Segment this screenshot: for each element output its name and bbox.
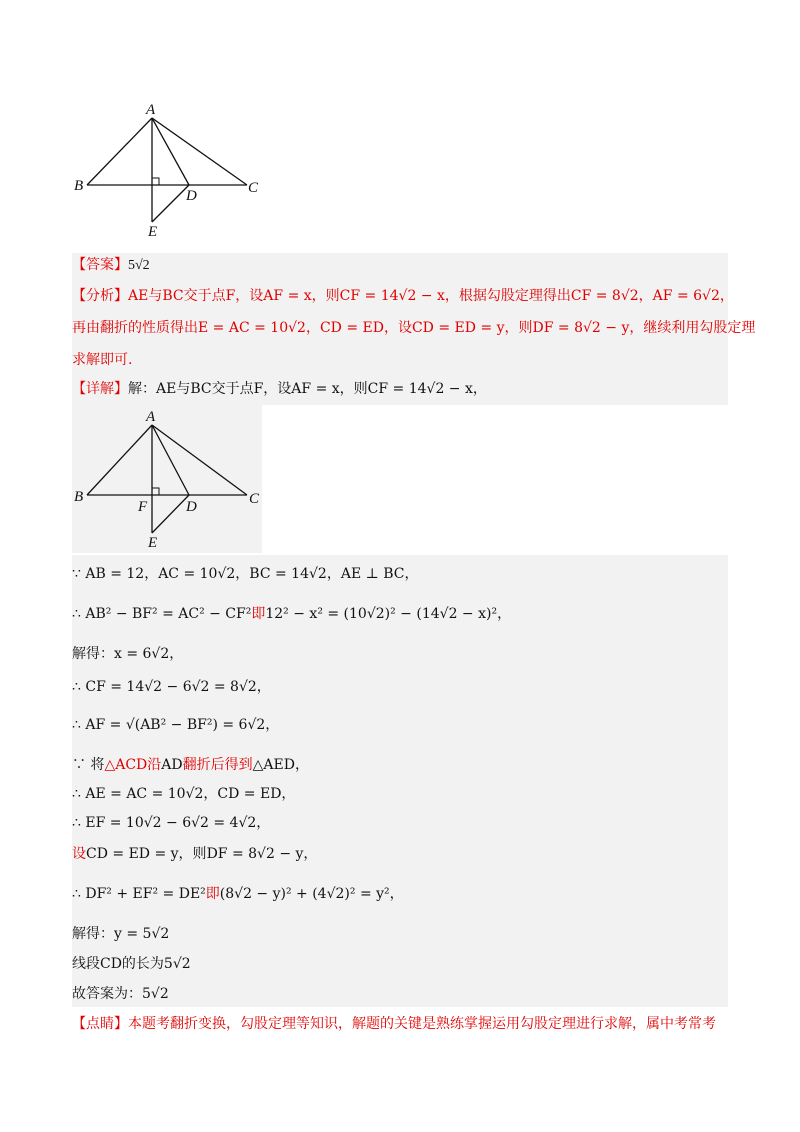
answer-tag: 【答案】 — [72, 257, 128, 273]
step-6-c: 沿 — [147, 757, 162, 773]
detail-text-1: 解：AE与BC交于点F，设AF = x，则CF = 14√2 − x， — [128, 381, 487, 397]
label-e: E — [148, 224, 158, 240]
detail-tag: 【详解】 — [72, 381, 128, 397]
step-10-conjunction: 即 — [205, 886, 220, 902]
label-a: A — [146, 102, 156, 118]
step-7: ∴ AE = AC = 10√2，CD = ED， — [72, 786, 296, 802]
step-6-f: △AED， — [252, 757, 309, 773]
analysis-text-1: AE与BC交于点F，设AF = x，则CF = 14√2 − x，根据勾股定理得出CF = 8√2，AF = 6√2， — [128, 288, 734, 304]
step-12: 线段CD的长为5√2 — [72, 956, 191, 972]
label-f-2: F — [138, 499, 148, 515]
step-2-right: 12² − x² = (10√2)² − (14√2 − x)²， — [265, 606, 512, 622]
step-6-e: 翻折后得到 — [182, 757, 253, 773]
label-c: C — [248, 180, 259, 196]
step-10 — [72, 884, 404, 904]
step-6-a: ∵ 将 — [72, 757, 105, 773]
comment-text: 本题考翻折变换，勾股定理等知识，解题的关键是熟练掌握运用勾股定理进行求解，属中考常考 — [128, 1016, 716, 1032]
label-d: D — [186, 188, 197, 204]
step-9-c: DF = 8√2 − y， — [206, 846, 318, 862]
label-d-2: D — [186, 499, 197, 515]
step-6-d: AD — [161, 757, 183, 773]
label-c-2: C — [249, 491, 260, 507]
step-2-conjunction: 即 — [251, 606, 266, 622]
step-8: ∴ EF = 10√2 − 6√2 = 4√2， — [72, 815, 271, 831]
label-e-2: E — [148, 535, 158, 551]
step-4: ∴ CF = 14√2 − 6√2 = 8√2， — [72, 679, 271, 695]
step-10-left: ∴ DF² + EF² = DE² — [72, 886, 206, 902]
triangle-diagram-1 — [72, 100, 272, 240]
comment-line — [72, 1014, 716, 1034]
step-5: ∴ AF = √(AB² − BF²) = 6√2， — [72, 717, 280, 733]
analysis-line-2: 再由翻折的性质得出E = AC = 10√2，CD = ED，设CD = ED = y，则DF = 8√2 − y，继续利用勾股定理 — [72, 320, 756, 336]
step-3: 解得：x = 6√2， — [72, 646, 184, 662]
step-9-b: CD = ED = y，则 — [86, 846, 207, 862]
step-13: 故答案为：5√2 — [72, 986, 169, 1002]
step-2 — [72, 604, 511, 624]
analysis-line-1 — [72, 286, 734, 306]
answer-analysis-block — [72, 253, 756, 405]
analysis-line-3: 求解即可. — [72, 352, 133, 368]
figure-triangle-1 — [72, 100, 272, 240]
label-b: B — [74, 178, 84, 194]
analysis-tag: 【分析】 — [72, 288, 128, 304]
step-2-left: ∴ AB² − BF² = AC² − CF² — [72, 606, 252, 622]
step-6 — [72, 755, 309, 775]
triangle-diagram-2 — [72, 405, 262, 553]
step-6-b: △ACD — [104, 757, 148, 773]
answer-value: 5√2 — [128, 258, 150, 273]
step-9 — [72, 844, 317, 864]
figure-triangle-2 — [72, 405, 262, 553]
label-a-2: A — [146, 409, 156, 425]
answer-line — [72, 255, 150, 276]
step-10-right: (8√2 − y)² + (4√2)² = y²， — [219, 886, 404, 902]
label-b-2: B — [74, 489, 84, 505]
detail-line-1 — [72, 379, 487, 399]
step-1: ∵ AB = 12，AC = 10√2，BC = 14√2，AE ⊥ BC， — [72, 566, 419, 582]
comment-tag: 【点睛】 — [72, 1016, 128, 1032]
step-11: 解得：y = 5√2 — [72, 926, 170, 942]
step-9-a: 设 — [72, 846, 86, 862]
